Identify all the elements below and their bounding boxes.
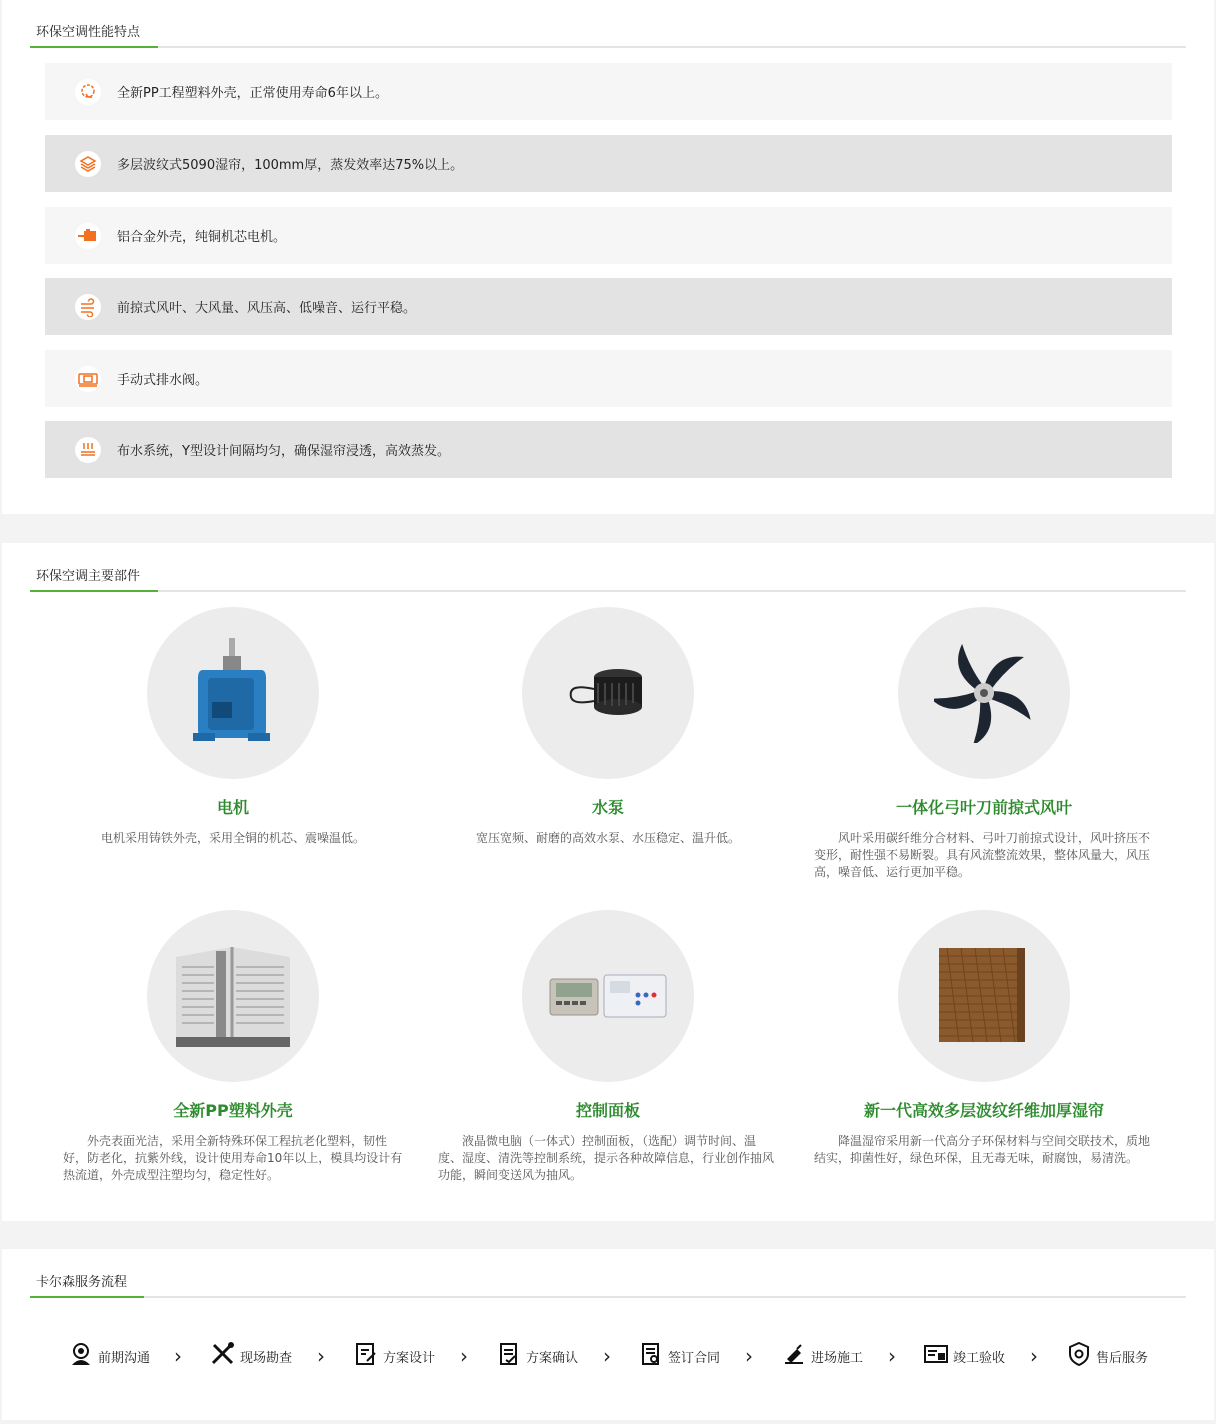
control-panel-image-icon [522, 910, 694, 1082]
part-title: 全新PP塑料外壳 [173, 1101, 293, 1120]
chevron-right-icon: › [603, 1344, 611, 1368]
feature-text: 前掠式风叶、大风量、风压高、低噪音、运行平稳。 [117, 301, 417, 316]
step-item [923, 1341, 1005, 1371]
part-desc: 风叶采用碳纤维分合材料、弓叶刀前掠式设计，风叶挤压不变形，耐性强不易断裂。具有风流整流效果，整体风量大，风压高，噪音低、运行更加平稳。 [814, 831, 1151, 879]
tools-icon [210, 1341, 236, 1371]
feature-item [45, 207, 1172, 264]
air-cooler-image-icon [147, 910, 319, 1082]
part-card-pump [418, 607, 798, 847]
part-card-shell [43, 910, 423, 1184]
motor-icon [75, 223, 101, 249]
step-label: 方案确认 [526, 1350, 579, 1366]
steam-icon [75, 437, 101, 463]
feature-item [45, 135, 1172, 192]
design-doc-icon [353, 1341, 379, 1371]
chevron-right-icon: › [460, 1344, 468, 1368]
feature-text: 多层波纹式5090湿帘，100mm厚，蒸发效率达75%以上。 [117, 158, 464, 173]
part-title: 新一代高效多层波纹纤维加厚湿帘 [863, 1101, 1104, 1120]
chevron-right-icon: › [1030, 1344, 1038, 1368]
part-card-control [418, 910, 798, 1184]
step-label: 进场施工 [811, 1350, 864, 1366]
feature-item [45, 421, 1172, 478]
part-title: 电机 [216, 798, 249, 817]
part-title: 控制面板 [575, 1101, 640, 1120]
motor-image-icon [147, 607, 319, 779]
title-underline [30, 590, 158, 592]
step-item [638, 1341, 720, 1371]
step-label: 售后服务 [1096, 1350, 1149, 1366]
part-desc: 宽压宽频、耐磨的高效水泵、水压稳定、温升低。 [475, 831, 740, 845]
construction-icon [781, 1341, 807, 1371]
feature-text: 全新PP工程塑料外壳，正常使用寿命6年以上。 [117, 86, 388, 101]
feature-text: 布水系统，Y型设计间隔均匀，确保湿帘浸透，高效蒸发。 [117, 444, 450, 459]
cooling-pad-image-icon [898, 910, 1070, 1082]
wind-icon [75, 294, 101, 320]
chevron-right-icon: › [174, 1344, 182, 1368]
features-title: 环保空调性能特点 [36, 25, 141, 40]
service-panel [2, 1249, 1214, 1420]
part-card-motor [43, 607, 423, 847]
features-header [30, 26, 1186, 48]
step-item [210, 1341, 292, 1371]
part-desc: 电机采用铸铁外壳，采用全铜的机芯、震噪温低。 [100, 831, 365, 845]
part-title: 一体化弓叶刀前掠式风叶 [895, 798, 1072, 817]
chevron-right-icon: › [317, 1344, 325, 1368]
step-item [1066, 1341, 1148, 1371]
feature-item [45, 278, 1172, 335]
title-underline [30, 1296, 144, 1298]
part-desc: 降温湿帘采用新一代高分子环保材料与空间交联技术，质地结实，抑菌性好，绿色环保，且无毒无味，耐腐蚀，易清洗。 [814, 1134, 1151, 1165]
part-desc: 液晶微电脑（一体式）控制面板，（选配）调节时间、温度、湿度、清洗等控制系统，提示各种故障信息，行业创作抽风功能，瞬间变送风为抽风。 [438, 1134, 775, 1182]
step-label: 前期沟通 [98, 1350, 151, 1366]
part-card-pad [794, 910, 1174, 1167]
feature-item [45, 350, 1172, 407]
contract-icon [638, 1341, 664, 1371]
part-title: 水泵 [591, 798, 624, 817]
title-underline [30, 46, 158, 48]
part-desc: 外壳表面光洁，采用全新特殊环保工程抗老化塑料，韧性好，防老化，抗紫外线，设计使用寿命10年以上，模具均设计有热流道，外壳成型注塑均匀，稳定性好。 [63, 1134, 403, 1182]
layers-icon [75, 151, 101, 177]
step-item [496, 1341, 578, 1371]
shield-icon [1066, 1341, 1092, 1371]
features-panel [2, 0, 1214, 514]
parts-header [30, 570, 1186, 592]
service-steps [2, 1341, 1214, 1371]
chevron-right-icon: › [745, 1344, 753, 1368]
fan-blade-image-icon [898, 607, 1070, 779]
step-label: 方案设计 [383, 1350, 436, 1366]
gear-hand-icon [75, 79, 101, 105]
parts-title: 环保空调主要部件 [36, 569, 141, 584]
check-doc-icon [496, 1341, 522, 1371]
feature-text: 手动式排水阀。 [117, 373, 209, 388]
part-card-fan [794, 607, 1174, 881]
valve-icon [75, 366, 101, 392]
feature-item [45, 63, 1172, 120]
step-item [781, 1341, 863, 1371]
acceptance-icon [923, 1341, 949, 1371]
service-title: 卡尔森服务流程 [36, 1275, 128, 1290]
pump-image-icon [522, 607, 694, 779]
step-item [353, 1341, 435, 1371]
headset-icon [68, 1341, 94, 1371]
feature-text: 铝合金外壳，纯铜机芯电机。 [117, 230, 287, 245]
chevron-right-icon: › [888, 1344, 896, 1368]
service-header [30, 1276, 1186, 1298]
step-item [68, 1341, 150, 1371]
parts-panel [2, 543, 1214, 1221]
step-label: 签订合同 [668, 1350, 721, 1366]
step-label: 现场勘查 [240, 1350, 293, 1366]
step-label: 竣工验收 [953, 1350, 1006, 1366]
